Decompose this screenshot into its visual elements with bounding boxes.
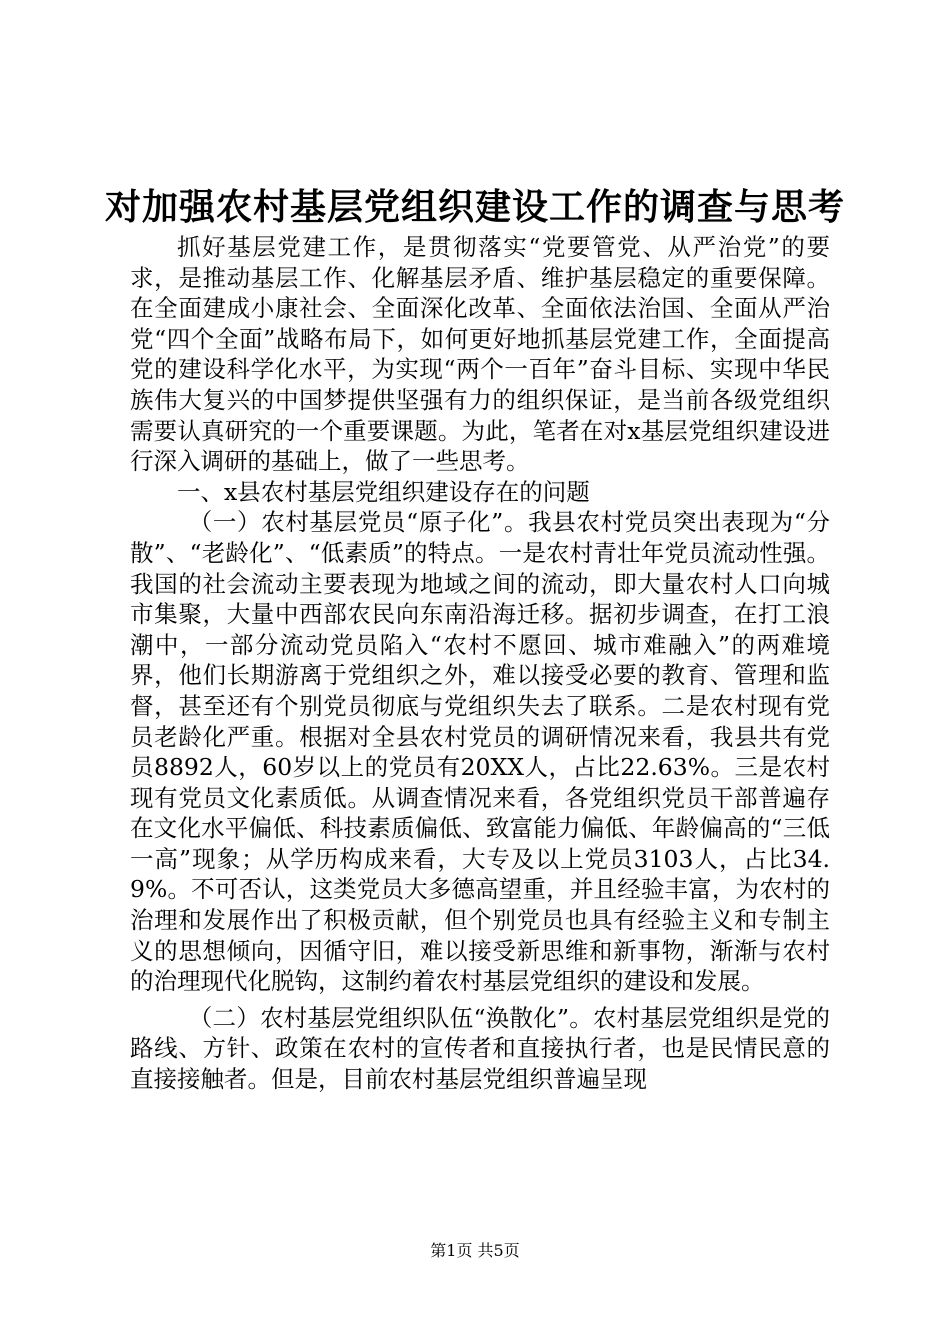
intro-paragraph: 抓好基层党建工作，是贯彻落实“党要管党、从严治党”的要求，是推动基层工作、化解基层矛盾、维护基层稳定的重要保障。在全面建成小康社会、全面深化改革、全面依法治国、全面从严治党“四个全面”战略布局下，如何更好地抓基层党建工作，全面提高党的建设科学化水平，为实现“两个一百年”奋斗目标、实现中华民族伟大复兴的中国梦提供坚强有力的组织保证，是当前各级党组织需要认真研究的一个重要课题。为此，笔者在对x基层党组织建设进行深入调研的基础上，做了一些思考。 [130, 233, 830, 476]
subsection-paragraph-1: （一）农村基层党员“原子化”。我县农村党员突出表现为“分散”、“老龄化”、“低素质”的特点。一是农村青壮年党员流动性强。我国的社会流动主要表现为地域之间的流动，即大量农村人口向城市集聚，大量中西部农民向东南沿海迁移。据初步调查，在打工浪潮中，一部分流动党员陷入“农村不愿回、城市难融入”的两难境界，他们长期游离于党组织之外，难以接受必要的教育、管理和监督，甚至还有个别党员彻底与党组织失去了联系。二是农村现有党员老龄化严重。根据对全县农村党员的调研情况来看，我县共有党员8892人，60岁以上的党员有20XX人，占比22.63%。三是农村现有党员文化素质低。从调查情况来看，各党组织党员干部普遍存在文化水平偏低、科技素质偏低、致富能力偏低、年龄偏高的“三低一高”现象；从学历构成来看，大专及以上党员3103人，占比34.9%。不可否认，这类党员大多德高望重，并且经验丰富，为农村的治理和发展作出了积极贡献，但个别党员也具有经验主义和专制主义的思想倾向，因循守旧，难以接受新思维和新事物，渐渐与农村的治理现代化脱钩，这制约着农村基层党组织的建设和发展。 [130, 508, 830, 996]
subsection-paragraph-2: （二）农村基层党组织队伍“涣散化”。农村基层党组织是党的路线、方针、政策在农村的宣传者和直接执行者，也是民情民意的直接接触者。但是，目前农村基层党组织普遍呈现 [130, 1003, 830, 1094]
page-number-footer: 第1页 共5页 [430, 1241, 520, 1260]
section-heading: 一、x县农村基层党组织建设存在的问题 [177, 477, 590, 506]
document-body [130, 232, 830, 1095]
document-title: 对加强农村基层党组织建设工作的调查与思考 [104, 186, 845, 228]
